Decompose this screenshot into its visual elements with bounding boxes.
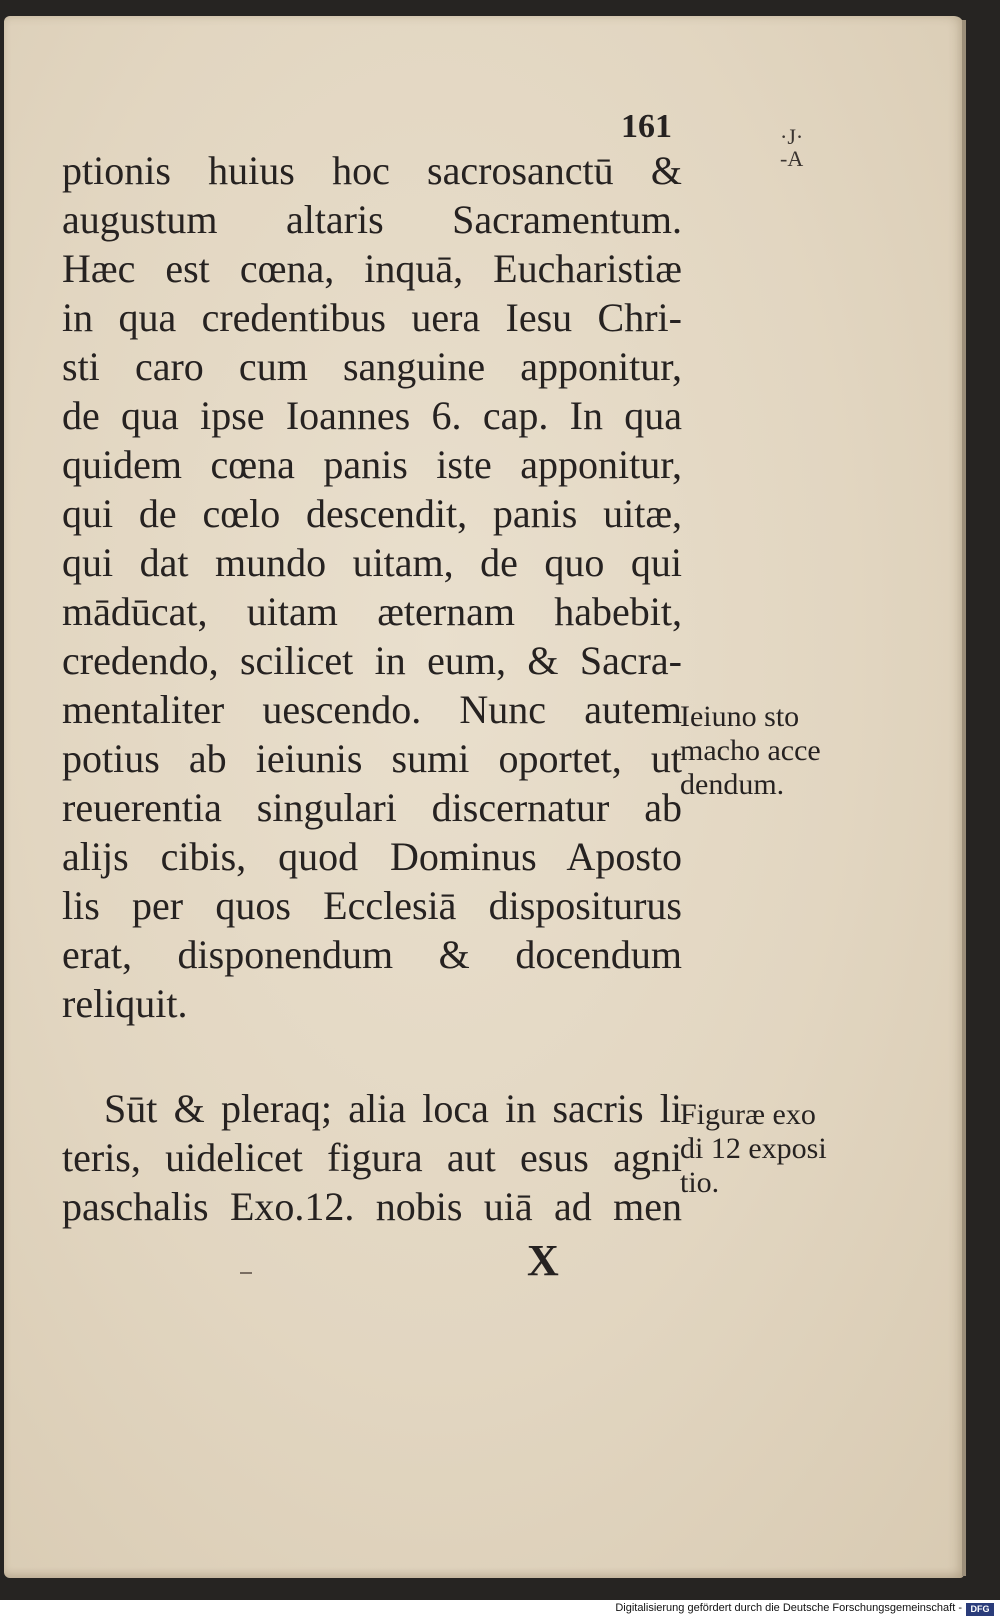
footer-credit: Digitalisierung gefördert durch die Deutsche Forschungsgemeinschaft -: [615, 1602, 962, 1614]
text-line: de qua ipse Ioannes 6. cap. In qua: [62, 393, 682, 438]
text-line: mentaliter uescendo. Nunc autem: [62, 687, 682, 732]
text-line: in qua credentibus uera Iesu Chri-: [62, 295, 682, 340]
note-line: di 12 exposi: [680, 1132, 827, 1165]
note-line: Figuræ exo: [680, 1098, 816, 1131]
corner-mark: ·J· -A: [780, 124, 804, 171]
note-line: tio.: [680, 1166, 720, 1199]
text-line: teris, uidelicet figura aut esus agni: [62, 1135, 682, 1180]
note-line: dendum.: [680, 768, 785, 801]
text-line: quidem cœna panis iste apponitur,: [62, 442, 682, 487]
text-line: mādūcat, uitam æternam habebit,: [62, 589, 682, 634]
text-line: credendo, scilicet in eum, & Sacra-: [62, 638, 682, 683]
page-number: 161: [621, 108, 672, 145]
note-line: Ieiuno sto: [680, 700, 800, 733]
text-line: potius ab ieiunis sumi oportet, ut: [62, 736, 682, 781]
text-line: sti caro cum sanguine apponitur,: [62, 344, 682, 389]
signature-mark: X: [527, 1236, 559, 1285]
text-line: Hæc est cœna, inquā, Eucharistiæ: [62, 246, 682, 291]
text-line: qui de cœlo descendit, panis uitæ,: [62, 491, 682, 536]
second-paragraph: [62, 1084, 682, 1231]
text-line: Sūt & pleraq; alia loca in sacris li: [104, 1086, 682, 1131]
text-line: paschalis Exo.12. nobis uiā ad men: [62, 1184, 682, 1229]
page-edge: [962, 20, 966, 1576]
main-paragraph: [62, 146, 682, 1028]
text-line: lis per quos Ecclesiā dispositurus: [62, 883, 682, 928]
text-line: reuerentia singulari discernatur ab: [62, 785, 682, 830]
text-line: augustum altaris Sacramentum.: [62, 197, 682, 242]
text-line: ptionis huius hoc sacrosanctū &: [62, 148, 682, 193]
note-line: macho acce: [680, 734, 821, 767]
text-line: erat, disponendum & docendum: [62, 932, 682, 977]
text-line: reliquit.: [62, 981, 188, 1026]
dfg-logo: DFG: [966, 1603, 994, 1616]
marginal-note-figures: [680, 1098, 827, 1200]
ink-mark: [240, 1272, 252, 1274]
marginal-note-fasting: [680, 700, 821, 802]
footer-bar: [0, 1600, 1000, 1620]
text-line: alijs cibis, quod Dominus Aposto: [62, 834, 682, 879]
text-line: qui dat mundo uitam, de quo qui: [62, 540, 682, 585]
